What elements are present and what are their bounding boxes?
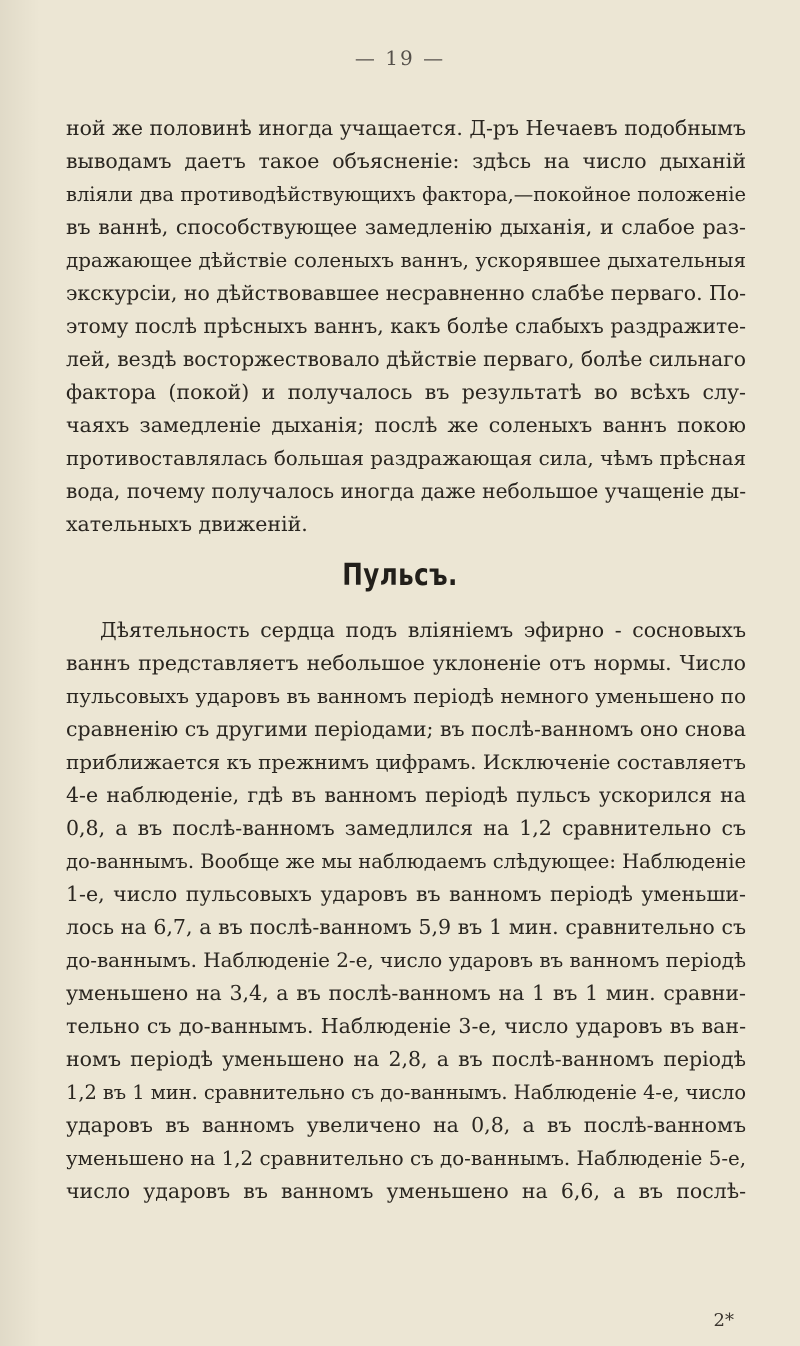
text-line: до-ваннымъ. Наблюденіе 2-е, число ударовъ въ ванномъ періодѣ: [66, 948, 747, 972]
text-line: 4-е наблюденіе, гдѣ въ ванномъ періодѣ пульсъ ускорился на: [66, 783, 746, 807]
text-line: въ ваннѣ, способствующее замедленію дыханія, и слабое раз-: [66, 215, 746, 239]
text-line: до-ваннымъ. Вообще же мы наблюдаемъ слѣдующее: Наблюденіе: [66, 850, 746, 873]
text-line: уменьшено на 3,4, а въ послѣ-ванномъ на 1 въ 1 мин. сравни-: [66, 981, 746, 1005]
text-line: тельно съ до-ваннымъ. Наблюденіе 3-е, число ударовъ въ ван-: [66, 1014, 746, 1038]
text-line: ваннъ представляетъ небольшое уклоненіе отъ нормы. Число: [66, 651, 746, 675]
text-line: противоставлялась большая раздражающая сила, чѣмъ прѣсная: [66, 447, 746, 470]
text-line: фактора (покой) и получалось въ результатѣ во всѣхъ слу-: [66, 380, 746, 404]
section-heading: Пульсъ.: [342, 558, 458, 593]
text-line: этому послѣ прѣсныхъ ваннъ, какъ болѣе слабыхъ раздражите-: [66, 314, 746, 338]
text-line: пульсовыхъ ударовъ въ ванномъ періодѣ немного уменьшено по: [66, 684, 746, 708]
text-line: лей, вездѣ восторжествовало дѣйствіе перваго, болѣе сильнаго: [66, 347, 746, 371]
printer-signature: 2*: [713, 1310, 734, 1331]
text-line: хательныхъ движеній.: [66, 512, 308, 536]
paragraph-respiration: [66, 112, 746, 541]
text-line: 0,8, а въ послѣ-ванномъ замедлился на 1,2 сравнительно съ: [66, 816, 746, 840]
text-line: приближается къ прежнимъ цифрамъ. Исключеніе составляетъ: [66, 750, 746, 774]
text-line: номъ періодѣ уменьшено на 2,8, а въ послѣ-ванномъ періодѣ: [66, 1047, 746, 1071]
text-line: вода, почему получалось иногда даже небольшое учащеніе ды-: [66, 479, 746, 503]
text-line: ударовъ въ ванномъ увеличено на 0,8, а въ послѣ-ванномъ: [66, 1113, 746, 1137]
text-line: дражающее дѣйствіе соленыхъ ваннъ, ускорявшее дыхательныя: [66, 249, 746, 272]
page-number: — 19 —: [354, 46, 446, 70]
text-line: лось на 6,7, а въ послѣ-ванномъ 5,9 въ 1 мин. сравнительно съ: [66, 915, 746, 939]
text-line: выводамъ даетъ такое объясненіе: здѣсь на число дыханій: [66, 149, 746, 173]
text-line: вліяли два противодѣйствующихъ фактора,—покойное положеніе: [66, 183, 746, 206]
text-line: чаяхъ замедленіе дыханія; послѣ же соленыхъ ваннъ покою: [66, 413, 746, 437]
text-line: 1-е, число пульсовыхъ ударовъ въ ванномъ періодѣ уменьши-: [66, 882, 746, 906]
text-line: уменьшено на 1,2 сравнительно съ до-ваннымъ. Наблюденіе 5-е,: [66, 1147, 746, 1170]
text-line: сравненію съ другими періодами; въ послѣ-ванномъ оно снова: [66, 717, 746, 741]
text-line: экскурсіи, но дѣйствовавшее несравненно слабѣе перваго. По-: [66, 281, 746, 305]
text-line: Дѣятельность сердца подъ вліяніемъ эфирно - сосновыхъ: [100, 618, 746, 642]
paragraph-pulse: [66, 614, 746, 1208]
text-line: 1,2 въ 1 мин. сравнительно съ до-ваннымъ. Наблюденіе 4-е, число: [66, 1081, 746, 1104]
text-line: число ударовъ въ ванномъ уменьшено на 6,6, а въ послѣ-: [66, 1179, 746, 1203]
text-line: ной же половинѣ иногда учащается. Д-ръ Нечаевъ подобнымъ: [66, 116, 746, 140]
